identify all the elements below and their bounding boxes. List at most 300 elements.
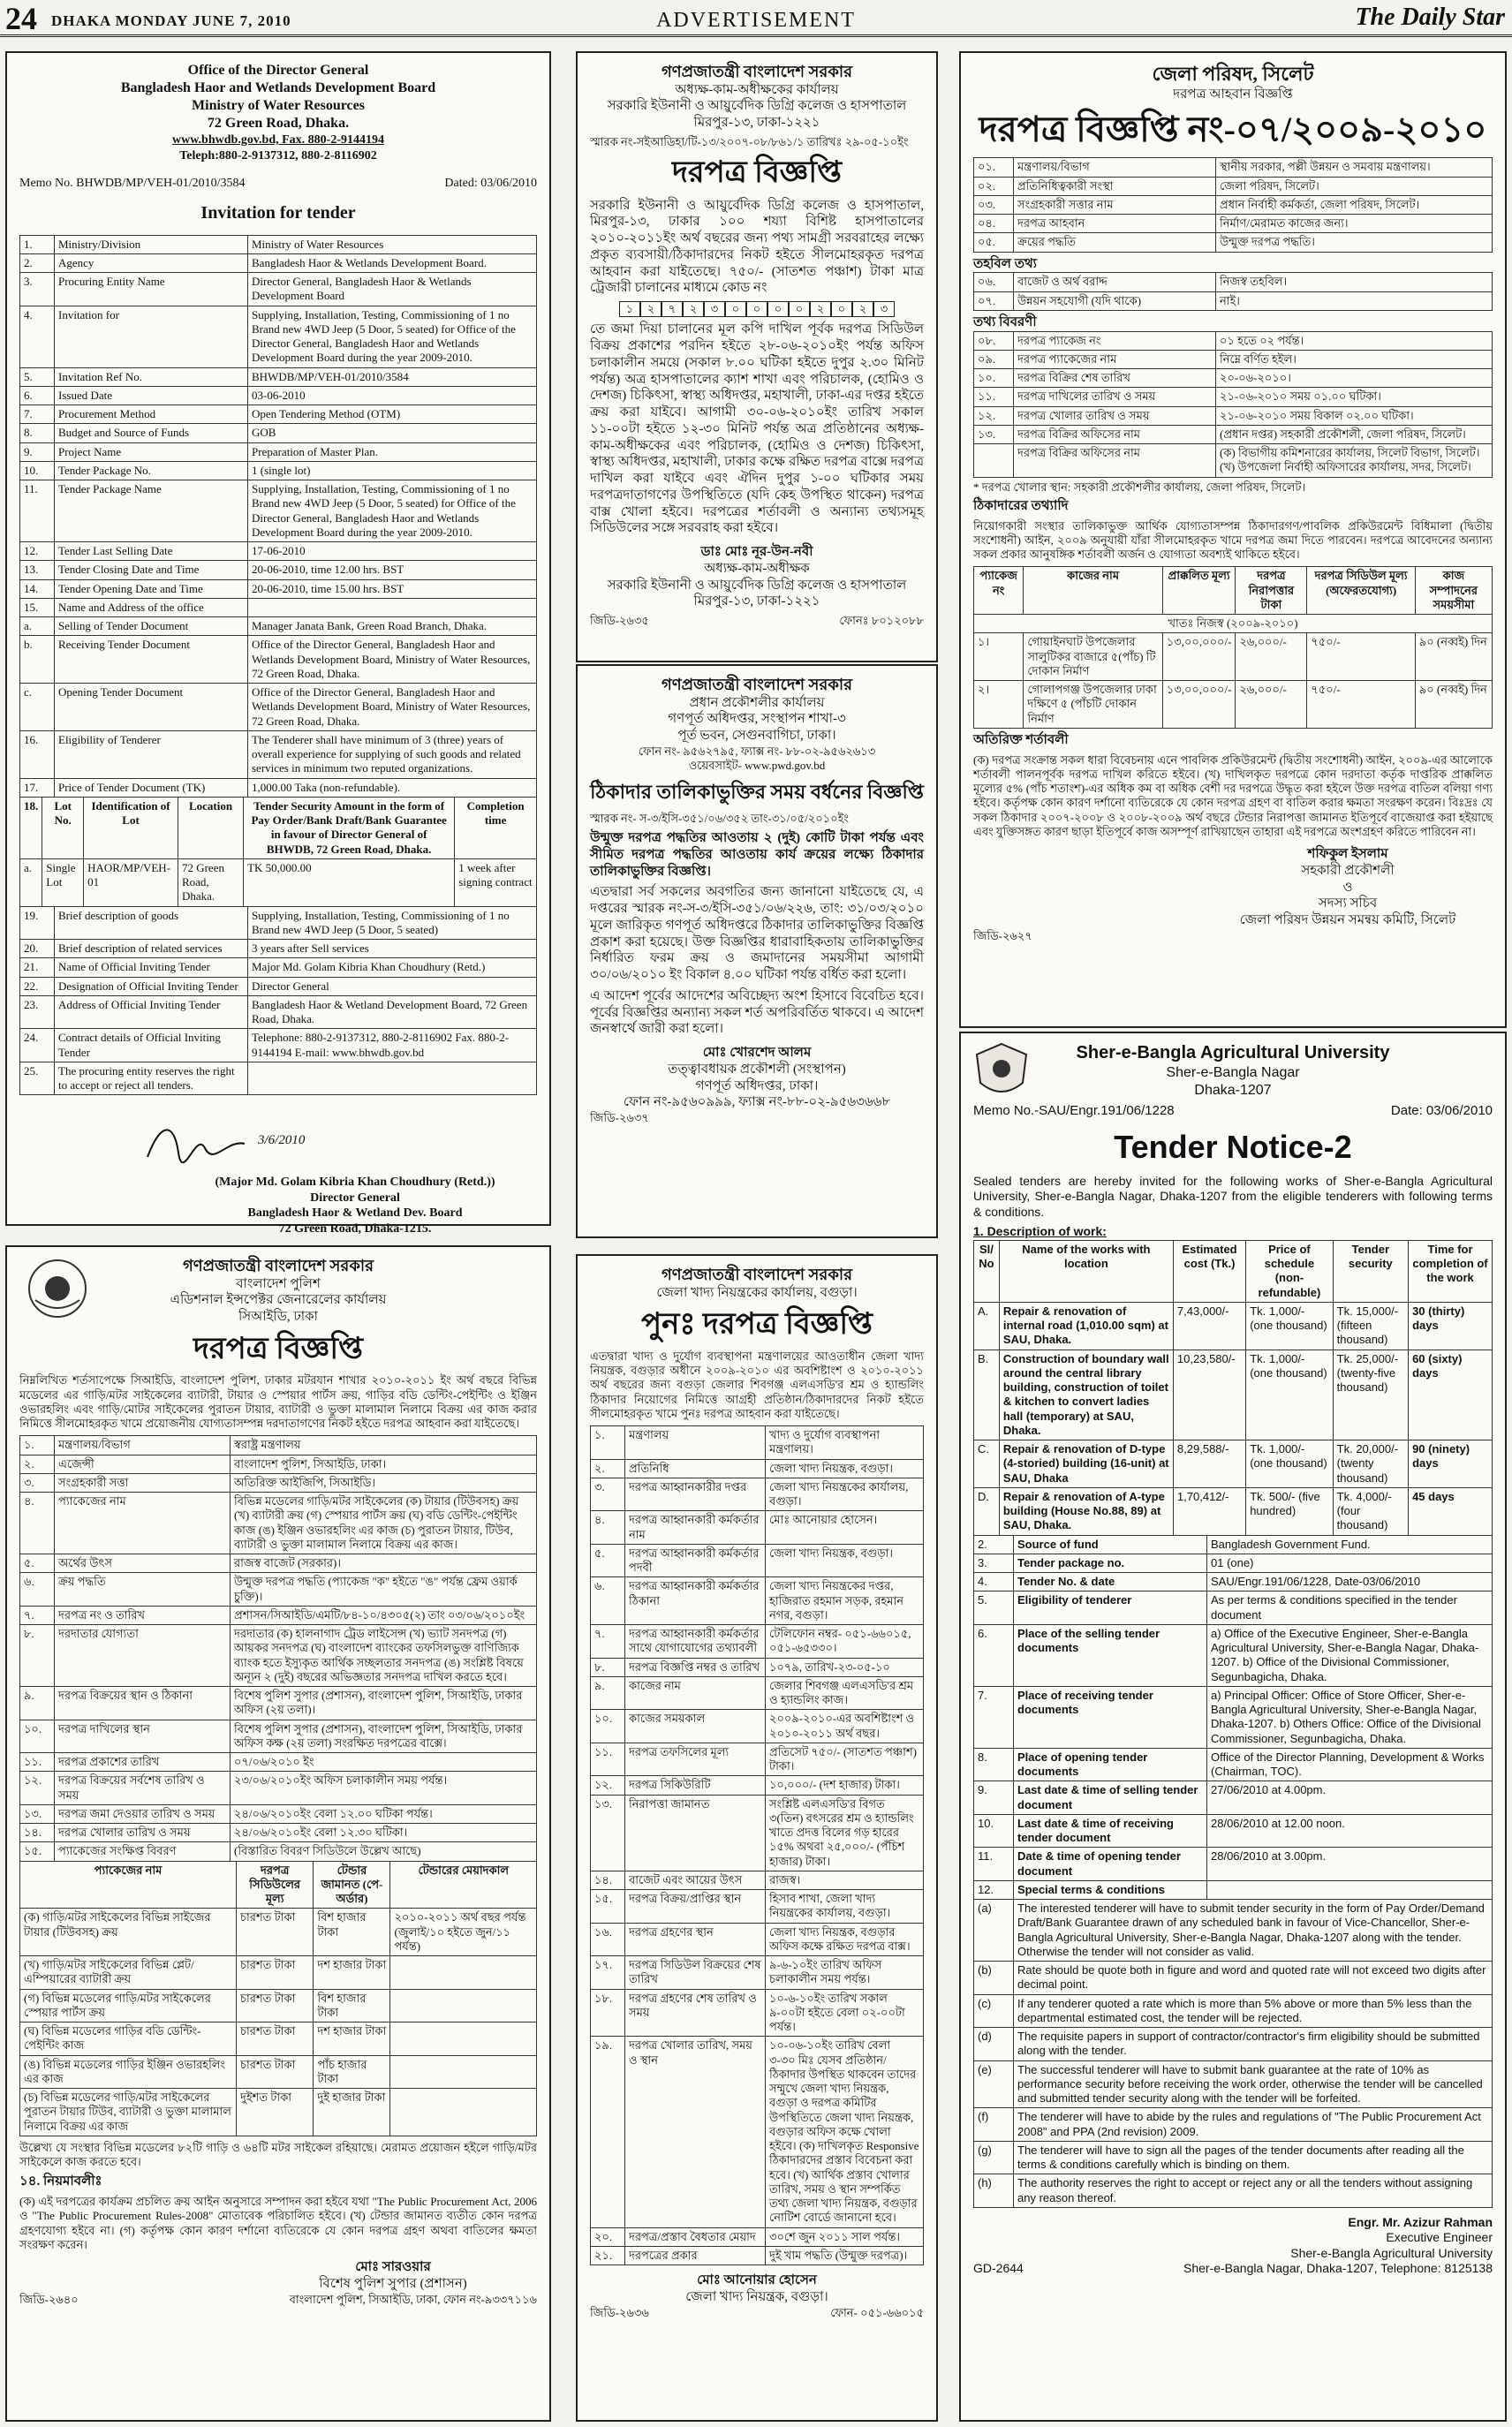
table-row	[974, 2174, 1493, 2208]
code-digit-box: ২	[852, 301, 873, 317]
table-row	[20, 273, 537, 306]
table-cell: ৯০ (নব্বই) দিন	[1415, 633, 1492, 681]
table-row	[20, 579, 537, 598]
table-row	[20, 995, 537, 1029]
food-sign-title: জেলা খাদ্য নিয়ন্ত্রক, বগুড়া।	[685, 2289, 828, 2304]
table-cell: 5.	[974, 1592, 1014, 1625]
unani-sign-addr: মিরপুর-১৩, ঢাকা-১২২১	[693, 594, 820, 609]
table-row	[591, 2037, 924, 2227]
food-title: পুনঃ দরপত্র বিজ্ঞপ্তি	[641, 1308, 873, 1342]
table-cell: ১১.	[974, 388, 1014, 406]
table-header-row	[974, 1240, 1493, 1302]
sylhet-sign-org: জেলা পরিষদ উন্নয়ন সমন্বয় কমিটি, সিলেট	[1239, 913, 1456, 927]
table-row	[974, 406, 1493, 425]
table-cell: Tk. 25,000/- (twenty-five thousand)	[1333, 1350, 1408, 1440]
table-header-row	[974, 567, 1493, 615]
table-cell: 19.	[20, 906, 55, 940]
table-cell: ১০-০৬-১০ইং তারিখ বেলা ৩-৩০ মিঃ যেসব প্রতিষ্ঠান/ঠিকাদার উপস্থিত থাকবেন তাদের সম্মুখে জেলা খাদ্য নিয়ন্ত্রক, বগুড়া ও দরপত্র কমিটির উপস্থিতিতে জেলা খাদ্য নিয়ন্ত্রক, বগুড়ার অফিস কক্ষে খোলা হইবে। (ক) দাখিলকৃত Responsive ঠিকাদারদের প্রস্তাব বিবেচনা করা হবে। (খ) আর্থিক প্রস্তাব খোলার তারিখ, সময় ও স্থান সম্পর্কিত তথ্য জেলা খাদ্য নিয়ন্ত্রক, বগুড়ার নোটিশ বোর্ডে জানানো হবে।	[766, 2037, 924, 2227]
table-cell: Tk. 500/- (five hundred)	[1246, 1487, 1333, 1535]
pwd-office: প্রধান প্রকৌশলীর কার্যালয়	[689, 695, 825, 710]
table-cell: বাংলাদেশ পুলিশ, সিআইডি, ঢাকা।	[231, 1455, 537, 1473]
table-header-cell: Price of schedule (non-refundable)	[1246, 1240, 1333, 1302]
table-cell: ৬.	[20, 1573, 55, 1607]
ad-food	[576, 1254, 938, 2422]
table-header-cell: Sl/ No	[974, 1240, 1000, 1302]
table-cell: গোলাপগঞ্জ উপজেলার ঢাকা দক্ষিণে ৫ (পাঁচটি দোকান নির্মাণ	[1024, 681, 1162, 729]
table-cell: ২।	[974, 681, 1024, 729]
table-cell: 9.	[974, 1781, 1014, 1815]
table-row	[20, 958, 537, 977]
table-cell	[248, 1062, 537, 1095]
table-cell: ১২.	[20, 1772, 55, 1805]
table-row	[974, 369, 1493, 388]
ad-sau	[959, 1032, 1507, 2422]
table-cell: ১৪.	[20, 1824, 55, 1842]
table-cell: Invitation Ref No.	[55, 367, 248, 386]
table-row	[591, 1776, 924, 1795]
code-digit-box: ০	[831, 301, 852, 317]
table-cell: Director General, Bangladesh Haor & Wetlands Development Board	[248, 273, 537, 306]
unani-gov: গণপ্রজাতন্ত্রী বাংলাদেশ সরকার	[661, 63, 853, 80]
table-cell: 28/06/2010 at 3.00pm.	[1207, 1848, 1493, 1881]
table-cell: 1,70,412/-	[1173, 1487, 1245, 1535]
table-row	[591, 1426, 924, 1460]
table-cell: Tender package no.	[1014, 1554, 1207, 1572]
table-cell: ১০,০০০/- (দশ হাজার) টাকা।	[766, 1776, 924, 1795]
table-cell: Selling of Tender Document	[55, 617, 248, 636]
table-cell: 14.	[20, 579, 55, 598]
table-header-cell: Lot No.	[42, 797, 84, 858]
table-cell: 8.	[20, 424, 55, 442]
unani-address: মিরপুর-১৩, ঢাকা-১২২১	[693, 116, 820, 130]
table-cell: Ministry of Water Resources	[248, 235, 537, 253]
table-cell: c.	[20, 684, 55, 731]
table-cell: জেলা পরিষদ, সিলেট।	[1216, 177, 1493, 195]
table-cell: দরপত্র আহ্বানকারী কর্মকর্তার নাম	[625, 1511, 766, 1545]
section-title: ADVERTISEMENT	[656, 9, 856, 32]
table-cell: 20-06-2010, time 15.00 hrs. BST	[248, 579, 537, 598]
bhwdb-office: Office of the Director General	[187, 63, 369, 78]
university-logo-icon	[975, 1042, 1028, 1106]
table-cell: Telephone: 880-2-9137312, 880-2-8116902 Fax. 880-2-9144194 E-mail: www.bhwdb.gov.bd	[248, 1029, 537, 1062]
table-cell: দরপত্র আহ্বানকারী কর্মকর্তার পদবী	[625, 1544, 766, 1577]
table-cell: ৫.	[591, 1544, 625, 1577]
table-cell: Price of Tender Document (TK)	[55, 778, 248, 797]
table-row	[591, 1676, 924, 1710]
bhwdb-tel: Teleph:880-2-9137312, 880-2-8116902	[179, 148, 377, 163]
table-cell: 45 days	[1409, 1487, 1493, 1535]
table-cell: ১২.	[974, 406, 1014, 425]
table-cell: ৩০শে জুন ২০১১ সাল পর্যন্ত।	[766, 2227, 924, 2246]
sau-date: Date: 03/06/2010	[1390, 1103, 1493, 1118]
table-cell: ১।	[974, 633, 1024, 681]
table-cell: ৭৫০/-	[1307, 681, 1415, 729]
table-cell: The requisite papers in support of contractor/contractor's firm eligibility should be submitted along with the tender.	[1014, 2028, 1493, 2061]
table-row	[20, 906, 537, 940]
pwd-sign-phone: ফোন নং-৯৫৬০৯৯৯, ফ্যাক্স নং-৮৮-০২-৯৫৬৩৬৬৮	[623, 1095, 891, 1110]
table-cell: ০৫.	[974, 233, 1014, 252]
table-cell: ১৬.	[591, 1923, 625, 1956]
table-cell: (g)	[974, 2141, 1014, 2174]
table-cell: ১২.	[591, 1776, 625, 1795]
table-row	[20, 405, 537, 424]
table-cell: ১৮.	[591, 1989, 625, 2037]
table-cell: Repair & renovation of D-type (4-storied) building (16-unit) at SAU, Dhaka	[999, 1440, 1173, 1488]
table-cell: Place of receiving tender documents	[1014, 1686, 1207, 1748]
sylhet-h2: তথ্য বিবরণী	[973, 314, 1037, 329]
table-row	[974, 2028, 1493, 2061]
pwd-gov: গণপ্রজাতন্ত্রী বাংলাদেশ সরকার	[661, 676, 853, 693]
table-cell: জেলার শিবগঞ্জ এলএসডি'র শ্রম ও হ্যান্ডলিং কাজ।	[766, 1676, 924, 1710]
table-cell: অর্থের উৎস	[55, 1554, 231, 1573]
table-row	[974, 1994, 1493, 2028]
table-cell: 13.	[20, 561, 55, 579]
table-row	[20, 1625, 537, 1687]
table-cell: Date & time of opening tender document	[1014, 1848, 1207, 1881]
table-cell: (c)	[974, 1994, 1014, 2028]
sau-city: Dhaka-1207	[1194, 1083, 1272, 1098]
table-cell: ১৫.	[591, 1890, 625, 1924]
table-cell: দরপত্র আহ্বানকারীর দপ্তর	[625, 1478, 766, 1511]
table-cell: প্যাকেজের নাম	[55, 1493, 231, 1554]
signer-title: Director General	[310, 1191, 400, 1205]
table-row	[974, 1554, 1493, 1572]
pwd-sign-org: গণপূর্ত অধিদপ্তর, ঢাকা।	[695, 1078, 819, 1093]
pwd-memo: স্মারক নং- স-৩/ইসি-৩৫১/০৬/৩৫২ তাং-৩১/০৫/২০১০ইং	[590, 811, 850, 825]
table-row	[974, 1573, 1493, 1592]
table-cell: 20-06-2010, time 12.00 hrs. BST	[248, 561, 537, 579]
ad-unani	[576, 51, 938, 662]
table-cell: Preparation of Master Plan.	[248, 442, 537, 461]
unani-body-2: তে জমা দিয়া চালানের মূল কপি দাখিল পূর্বক দরপত্র সিডিউল বিক্রয় প্রকাশের পরদিন হইতে ২৮-০৬-২০১০ইং পর্যন্ত অফিস চলাকালীন সময়ে (সকাল ৮.০০ ঘটিকা হইতে দুপুর ২.৩০ মিনিট পর্যন্ত) অত্র হাসপাতালের ক্যাশ শাখা এবং পরিচালক, (হোমিও ও দেশজ) চিকিৎসা, স্বাস্থ্য অধিদপ্তর, মহাখালী, ঢাকা-এর দপ্তর হইতে ক্রয় করা যাইবে। আগামী ৩০-০৬-২০১০ইং তারিখ সকাল ১১-০০টা হইতে ১২-৩০ মিনিট পর্যন্ত অত্র প্রতিষ্ঠানের অধ্যক্ষ-কাম-অধীক্ষকের এবং পরিচালক, (হোমিও ও দেশজ) চিকিৎসা, স্বাস্থ্য অধিদপ্তর, মহাখালী, ঢাকার কক্ষে রক্ষিত দরপত্র বাক্সে দরপত্র দাখিল করা যাইবে এবং ঐদিন দুপুর ১-০০ ঘটিকার সময় দরপত্রদাতাগণের উপস্থিতিতে (যদি কেহ উপস্থিত থাকেন) দরপত্র বাক্স খোলা হইবে। দরপত্রের শর্তাবলী ও অন্যান্য তথ্যসমূহ সিডিউলের সঙ্গে সরবরাহ করা হইবে।	[590, 322, 924, 536]
table-cell: 9.	[20, 442, 55, 461]
table-cell: b.	[20, 636, 55, 684]
table-cell: Tender Opening Date and Time	[55, 579, 248, 598]
table-cell: The authority reserves the right to accept or reject any or all the tenders without assigning any reason thereof.	[1014, 2174, 1493, 2208]
table-cell: ৭.	[591, 1625, 625, 1659]
table-cell: As per terms & conditions specified in the tender document	[1207, 1592, 1493, 1625]
table-cell	[390, 2055, 537, 2089]
sau-works-table	[973, 1240, 1493, 1536]
sylhet-title: দরপত্র বিজ্ঞপ্তি নং-০৭/২০০৯-২০১০	[979, 110, 1487, 150]
table-row	[591, 1658, 924, 1676]
table-cell: Contract details of Official Inviting Tender	[55, 1029, 248, 1062]
table-header-cell: Estimated cost (Tk.)	[1173, 1240, 1245, 1302]
table-cell: দরপত্র জমা দেওয়ার তারিখ ও সময়	[55, 1804, 231, 1823]
table-cell: কাজের নাম	[625, 1676, 766, 1710]
table-row	[974, 1848, 1493, 1881]
table-row	[20, 1804, 537, 1823]
code-digit-box: ১	[619, 301, 640, 317]
table-cell: 11.	[20, 480, 55, 542]
signer-org: Bangladesh Haor & Wetland Dev. Board	[247, 1206, 463, 1221]
table-cell: 3 years after Sell services	[248, 940, 537, 958]
table-cell: 16.	[20, 730, 55, 778]
code-digit-box: ৩	[704, 301, 725, 317]
table-row	[20, 940, 537, 958]
table-cell: প্যাকেজের সংক্ষিপ্ত বিবরণ	[55, 1842, 231, 1861]
table-cell: ৩.	[20, 1473, 55, 1492]
table-cell: ১৩.	[974, 425, 1014, 443]
table-row	[974, 425, 1493, 443]
table-header-cell: Name of the works with location	[999, 1240, 1173, 1302]
table-cell: ক্রয় পদ্ধতি	[55, 1573, 231, 1607]
table-cell: উন্নয়ন সহযোগী (যদি থাকে)	[1014, 291, 1216, 310]
table-cell: ১৩.	[20, 1804, 55, 1823]
table-cell: দরপত্র আহ্বানকারী কর্মকর্তার সাথে যোগাযোগের তথ্যাবলী	[625, 1625, 766, 1659]
table-cell: (ঙ) বিভিন্ন মডেলের গাড়ির ইঞ্জিন ওভারহলিং এর কাজ	[20, 2055, 237, 2089]
sylhet-h1: তহবিল তথ্য	[973, 256, 1038, 271]
table-cell: a) Office of the Executive Engineer, Sher-e-Bangla Agricultural University, Sher-e-Bangla Nagar, Dhaka-1207. b) Office of the Divisional Commissioner, Segunbagicha, Dhaka.	[1207, 1624, 1493, 1686]
table-row	[20, 2022, 537, 2056]
table-cell: নিজস্ব তহবিল।	[1216, 273, 1493, 291]
sau-title: Tender Notice-2	[1114, 1128, 1352, 1165]
table-row	[20, 858, 537, 906]
table-cell: দুই হাজার টাকা	[314, 2089, 390, 2136]
table-row	[974, 233, 1493, 252]
table-row	[591, 1871, 924, 1889]
pwd-address: পূর্ত ভবন, সেগুনবাগিচা, ঢাকা।	[677, 729, 836, 743]
table-cell: দরপত্র আহবান	[1014, 215, 1216, 233]
code-digit-box: ০	[767, 301, 789, 317]
table-cell: চারশত টাকা	[237, 2055, 314, 2089]
table-row	[591, 1795, 924, 1871]
police-gov: গণপ্রজাতন্ত্রী বাংলাদেশ সরকার	[182, 1257, 374, 1274]
table-cell: ১০.	[20, 1720, 55, 1753]
table-cell: Tender Package No.	[55, 461, 248, 480]
code-digit-box: ২	[683, 301, 704, 317]
table-row	[591, 1710, 924, 1743]
table-cell: 21.	[20, 958, 55, 977]
table-cell: 1.	[20, 235, 55, 253]
table-cell: Eligibility of tenderer	[1014, 1592, 1207, 1625]
table-cell: 12.	[974, 1880, 1014, 1899]
sau-memo: Memo No.-SAU/Engr.191/06/1228	[973, 1103, 1175, 1118]
table-cell: দরপত্র খোলার তারিখ ও সময়	[1014, 406, 1216, 425]
table-cell: ১৩,০০,০০০/-	[1162, 633, 1236, 681]
table-row	[20, 1824, 537, 1842]
table-row	[974, 1592, 1493, 1625]
table-header-row	[20, 1861, 537, 1909]
table-row	[974, 1748, 1493, 1781]
table-cell: 24.	[20, 1029, 55, 1062]
bhwdb-web[interactable]: www.bhwdb.gov.bd, Fax. 880-2-9144194	[172, 133, 384, 147]
table-row	[20, 1606, 537, 1624]
table-cell: The Tenderer shall have minimum of 3 (three) years of overall experience for supplying of such goods and related services in minimum two reputed organizations.	[248, 730, 537, 778]
table-cell: মন্ত্রণালয়/বিভাগ	[1014, 158, 1216, 177]
pwd-web[interactable]: ওয়েবসাইট- www.pwd.gov.bd	[688, 759, 826, 772]
table-row	[974, 1302, 1493, 1350]
table-row	[974, 215, 1493, 233]
table-cell: টেলিফোন নম্বর- ০৫১-৬৬০১৫, ০৫১-৬৫৩৩০।	[766, 1625, 924, 1659]
sylhet-sub: দরপত্র আহবান বিজ্ঞপ্তি	[1173, 87, 1293, 102]
table-cell: Office of the Director Planning, Development & Works (Chairman, TOC).	[1207, 1748, 1493, 1781]
table-cell: 6.	[20, 386, 55, 404]
unani-office: অধ্যক্ষ-কাম-অধীক্ষকের কার্যালয়	[675, 82, 839, 97]
table-cell: ২০-০৬-২০১০।	[1216, 369, 1493, 388]
table-cell: দরপত্র খোলার তারিখ ও সময়	[55, 1824, 231, 1842]
table-row	[20, 1842, 537, 1861]
table-header-cell: Completion time	[455, 797, 537, 858]
table-row	[974, 2060, 1493, 2108]
sylhet-sign-role: সদস্য সচিব	[1318, 896, 1378, 911]
table-header-cell: কাজ সম্পাদনের সময়সীমা	[1415, 567, 1492, 615]
table-cell: (প্রধান দপ্তর) সহকারী প্রকৌশলী, জেলা পরিষদ, সিলেট।	[1216, 425, 1493, 443]
table-row	[974, 1686, 1493, 1748]
table-cell: প্রধান নির্বাহী কর্মকর্তা, জেলা পরিষদ, সিলেট।	[1216, 195, 1493, 214]
table-cell: GOB	[248, 424, 537, 442]
table-row	[20, 598, 537, 616]
bangladesh-emblem-icon	[26, 1258, 88, 1325]
table-cell: 20.	[20, 940, 55, 958]
table-cell: (f)	[974, 2108, 1014, 2142]
table-cell: ০৩.	[974, 195, 1014, 214]
table-cell: ১১.	[20, 1753, 55, 1772]
code-digit-box: ০	[746, 301, 767, 317]
table-row	[591, 1459, 924, 1478]
table-header-cell: Identification of Lot	[84, 797, 178, 858]
table-cell: ৫.	[20, 1554, 55, 1573]
ad-code: জিডি-২৬৩৬	[590, 2305, 649, 2319]
table-subheader: খাতঃ নিজস্ব (২০০৯-২০১০)	[974, 615, 1493, 633]
table-header-cell: টেন্ডারের মেয়াদকাল	[390, 1861, 537, 1909]
table-cell: উন্মুক্ত দরপত্র পদ্ধতি।	[1216, 233, 1493, 252]
code-digit-box: ২	[810, 301, 831, 317]
table-cell: (গ) বিভিন্ন মডেলের গাড়ি/মটর সাইকেলের স্পেয়ার পার্টস ক্রয়	[20, 1989, 237, 2022]
table-cell: চারশত টাকা	[237, 1989, 314, 2022]
table-row	[591, 1989, 924, 2037]
table-row	[20, 1573, 537, 1607]
pwd-sign-name: মোঃ খোরশেদ আলম	[702, 1046, 812, 1060]
table-cell: (a)	[974, 1900, 1014, 1962]
table-cell: Source of fund	[1014, 1535, 1207, 1554]
table-row	[20, 1493, 537, 1554]
table-cell: Rate should be quote both in figure and word and quoted rate will not exceed two digits after decimal point.	[1014, 1962, 1493, 1995]
table-row	[20, 1029, 537, 1062]
police-sign-name: মোঃ সারওয়ার	[355, 2260, 431, 2274]
table-row	[974, 158, 1493, 177]
table-cell: দরপত্র দাখিলের স্থান	[55, 1720, 231, 1753]
police-table	[19, 1435, 537, 1861]
table-cell: ২.	[20, 1455, 55, 1473]
table-cell: ৯০ (নব্বই) দিন	[1415, 681, 1492, 729]
table-cell: দুইশত টাকা	[237, 2089, 314, 2136]
table-cell: বাজেট এবং আয়ের উৎস	[625, 1871, 766, 1889]
signer-name: (Major Md. Golam Kibria Khan Choudhury (Retd.))	[215, 1176, 495, 1190]
table-cell: ২০.	[591, 2227, 625, 2246]
table-cell: Office of the Director General, Bangladesh Haor and Wetlands Development Board, Ministry of Water Resources, 72 Green Road, Dhaka.	[248, 684, 537, 731]
table-cell: চারশত টাকা	[237, 1956, 314, 1990]
table-cell: ২.	[591, 1459, 625, 1478]
table-cell: (ক) বিভাগীয় কমিশনারের কার্যালয়, সিলেট বিভাগ, সিলেট। (খ) উপজেলা নির্বাহী অফিসারের কার্যালয়, সদর, সিলেট।	[1216, 444, 1493, 478]
table-cell: 7.	[20, 405, 55, 424]
table-cell: দরপত্র বিক্রয়ের স্থান ও ঠিকানা	[55, 1687, 231, 1720]
table-cell: নাই।	[1216, 291, 1493, 310]
table-cell: ৭৫০/-	[1307, 633, 1415, 681]
table-cell: Last date & time of receiving tender document	[1014, 1814, 1207, 1848]
police-note: উল্লেখ্য যে সংস্থার বিভিন্ন মডেলের ৮২টি গাড়ি ও ৬৪টি মটর সাইকেল রহিয়াছে। মেরামত প্রয়োজন হইলে গাড়ি/মটর সাইকেলে কাজ করতে হবে।	[19, 2140, 537, 2168]
table-cell	[390, 1989, 537, 2022]
unani-memo: স্মারক নং-সইআডিহা/টি-১৩/২০০৭-০৮/৮৬১/১ তারিখঃ ২৯-০৫-১০ইং	[590, 134, 909, 148]
page-header	[0, 0, 1512, 37]
sau-sign-title: Executive Engineer	[1386, 2230, 1493, 2245]
table-row	[974, 291, 1493, 310]
ad-sylhet	[959, 51, 1507, 1028]
table-cell: দরপত্র তফসিলের মূল্য	[625, 1743, 766, 1776]
table-row	[591, 1890, 924, 1924]
ad-police	[5, 1245, 551, 2422]
table-cell: B.	[974, 1350, 1000, 1440]
table-cell: জেলা খাদ্য নিয়ন্ত্রক, বগুড়ার অফিস কক্ষে রক্ষিত দরপত্র বাক্স।	[766, 1923, 924, 1956]
table-cell: সংশ্লিষ্ট এলএসডি'র বিগত ৩(তিন) বৎসরের শ্রম ও হ্যান্ডলিং খাতে প্রদত্ত বিলের গড় হারের ১৫% অথবা ২৫,০০০/- (পঁচিশ হাজার) টাকা।	[766, 1795, 924, 1871]
table-cell: ১৩.	[591, 1795, 625, 1871]
code-digit-box: ০	[725, 301, 746, 317]
bhwdb-table-2	[19, 906, 537, 1096]
table-cell: দরপত্র/প্রস্তাব বৈধতার মেয়াদ	[625, 2227, 766, 2246]
table-cell: চারশত টাকা	[237, 2022, 314, 2056]
table-cell: ০৭/০৬/২০১০ ইং	[231, 1753, 537, 1772]
table-cell: স্বরাষ্ট্র মন্ত্রণালয়	[231, 1436, 537, 1455]
table-row	[974, 615, 1493, 633]
table-cell: 2.	[974, 1535, 1014, 1554]
table-row	[974, 633, 1493, 681]
table-header-cell: প্যাকেজের নাম	[20, 1861, 237, 1909]
table-row	[20, 1909, 537, 1956]
table-cell: 8.	[974, 1748, 1014, 1781]
table-cell: (ক) গাড়ি/মটর সাইকেলের বিভিন্ন সাইজের টায়ার (টিউবসহ) ক্রয়	[20, 1909, 237, 1956]
table-row	[20, 1455, 537, 1473]
table-cell: দরপত্র বিজ্ঞপ্তি নম্বর ও তারিখ	[625, 1658, 766, 1676]
sylhet-table-b	[973, 272, 1493, 311]
table-cell: দরপত্র বিক্রির অফিসের নাম	[1014, 444, 1216, 478]
sylhet-table-c	[973, 331, 1493, 478]
table-cell: দরপত্র খোলার তারিখ, সময় ও স্থান	[625, 2037, 766, 2227]
table-cell: নিম্নে বর্ণিত হইল।	[1216, 350, 1493, 368]
table-row	[20, 367, 537, 386]
table-row	[20, 235, 537, 253]
table-cell: ২৩/০৬/২০১০ইং অফিস চলাকালীন সময় পর্যন্ত।	[231, 1772, 537, 1805]
table-cell: পাঁচ হাজার টাকা	[314, 2055, 390, 2089]
table-row	[20, 1720, 537, 1753]
table-cell: If any tenderer quoted a rate which is more than 5% above or more than 5% less than the departmental estimated cost, the tender will be rejected.	[1014, 1994, 1493, 2028]
code-digit-box: ২	[640, 301, 662, 317]
table-cell: সংগ্রহকারী সত্তা	[55, 1473, 231, 1492]
table-cell: ২১.	[591, 2246, 625, 2264]
table-cell: Bangladesh Haor & Wetlands Development Board.	[248, 253, 537, 272]
table-row	[974, 388, 1493, 406]
food-gov: গণপ্রজাতন্ত্রী বাংলাদেশ সরকার	[661, 1266, 853, 1283]
police-dept: বাংলাদেশ পুলিশ	[236, 1276, 321, 1291]
bhwdb-memo: Memo No. BHWDB/MP/VEH-01/2010/3584	[19, 177, 246, 190]
table-cell: অতিরিক্ত আইজিপি, সিআইডি।	[231, 1473, 537, 1492]
table-cell: Name and Address of the office	[55, 598, 248, 616]
table-cell: Repair & renovation of internal road (1,010.00 sqm) at SAU, Dhaka.	[999, 1302, 1173, 1350]
table-cell: The interested tenderer will have to submit tender security in the form of Pay Order/Demand Draft/Bank Guarantee drawn of any scheduled bank in favour of Vice-Chancellor, Sher-e-Bangla Agricultural University, Sher-e-Bangla Nagar, Dhaka-1207 along with the tender. Otherwise the tender will not consider as valid.	[1014, 1900, 1493, 1962]
sau-sign-addr: Sher-e-Bangla Nagar, Dhaka-1207, Telephone: 8125138	[1183, 2261, 1493, 2276]
signature	[143, 1113, 249, 1166]
table-cell: দরপত্র প্যাকেজ নং	[1014, 331, 1216, 350]
table-cell: (h)	[974, 2174, 1014, 2208]
table-cell: Tender Closing Date and Time	[55, 561, 248, 579]
table-cell: বিশ হাজার টাকা	[314, 1989, 390, 2022]
table-row	[974, 1350, 1493, 1440]
table-cell: ৯-৬-১০ইং তারিখ অফিস চলাকালীন সময় পর্যন্ত।	[766, 1956, 924, 1990]
table-cell: হিসাব শাখা, জেলা খাদ্য নিয়ন্ত্রকের কার্যালয়, বগুড়া।	[766, 1890, 924, 1924]
table-cell: a.	[20, 617, 55, 636]
table-cell: BHWDB/MP/VEH-01/2010/3584	[248, 367, 537, 386]
table-cell: 11.	[974, 1848, 1014, 1881]
table-cell: 6.	[974, 1624, 1014, 1686]
